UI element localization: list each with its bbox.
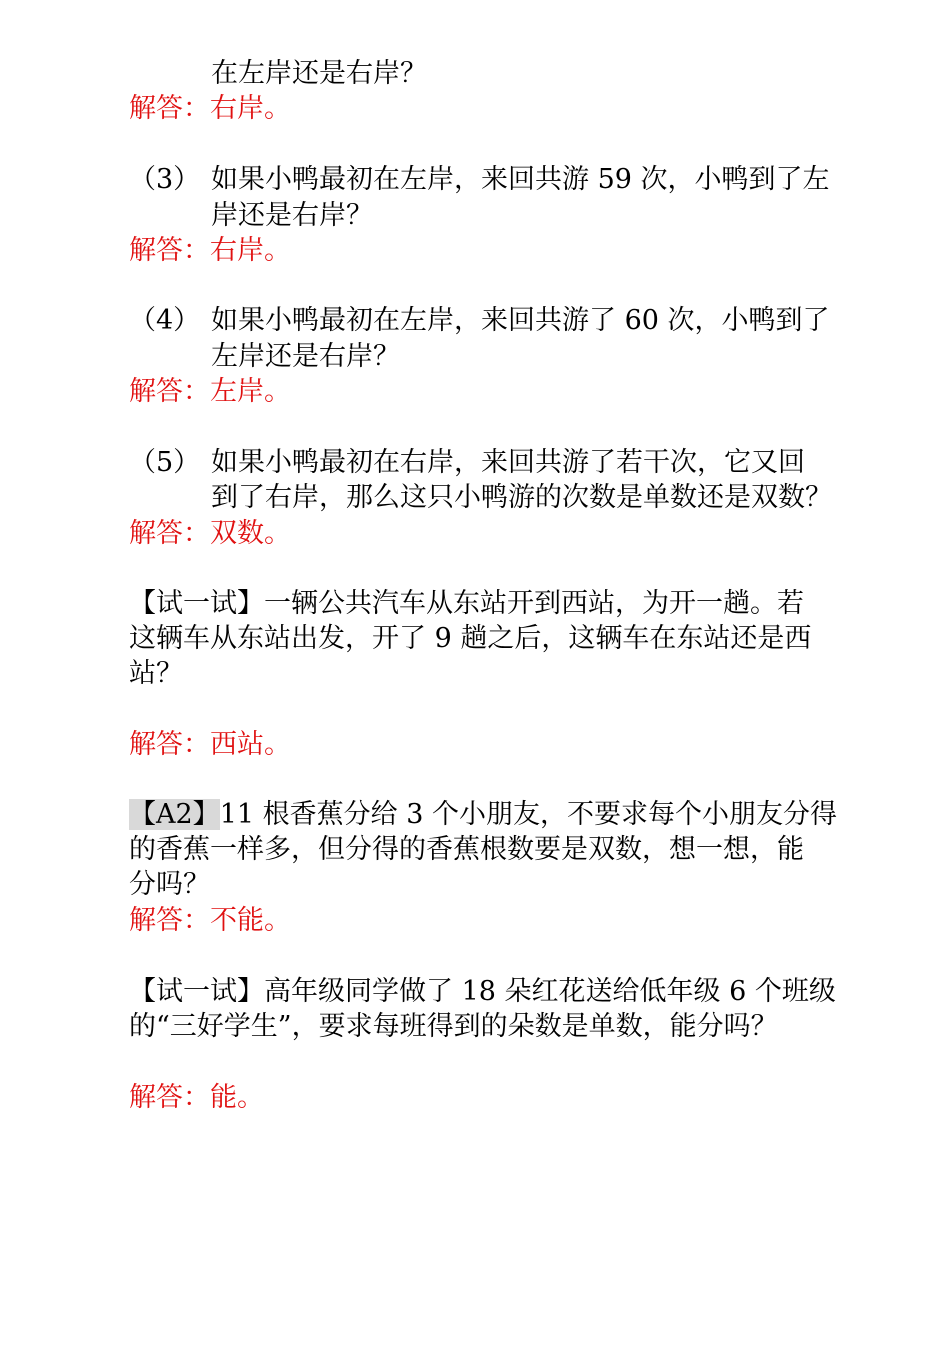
try1-text-line2: 这辆车从东站出发，开了 9 趟之后，这辆车在东站还是西 <box>129 623 812 654</box>
q4-text-line2: 左岸还是右岸？ <box>211 341 400 372</box>
a2-answer: 解答：不能。 <box>129 905 291 936</box>
q2-text-continued: 在左岸还是右岸？ <box>211 58 427 89</box>
q5-text-line1: 如果小鸭最初在右岸，来回共游了若干次，它又回 <box>211 447 805 478</box>
a2-tag: 【A2】 <box>129 799 220 830</box>
try1-text-line1: 【试一试】一辆公共汽车从东站开到西站，为开一趟。若 <box>129 588 804 619</box>
q3-answer: 解答：右岸。 <box>129 235 291 266</box>
try2-text-line2: 的“三好学生”，要求每班得到的朵数是单数，能分吗？ <box>129 1011 778 1042</box>
q4-number: （4） <box>129 305 201 336</box>
try2-answer: 解答：能。 <box>129 1082 264 1113</box>
q4-answer: 解答：左岸。 <box>129 376 291 407</box>
q5-answer: 解答：双数。 <box>129 518 291 549</box>
q5-number: （5） <box>129 447 201 478</box>
try2-text-line1: 【试一试】高年级同学做了 18 朵红花送给低年级 6 个班级 <box>129 976 836 1007</box>
q3-text-line2: 岸还是右岸？ <box>211 200 373 231</box>
try1-answer: 解答：西站。 <box>129 729 291 760</box>
q5-text-line2: 到了右岸，那么这只小鸭游的次数是单数还是双数？ <box>211 482 832 513</box>
a2-text-line3: 分吗？ <box>129 869 210 900</box>
q4-text-line1: 如果小鸭最初在左岸，来回共游了 60 次，小鸭到了 <box>211 305 830 336</box>
q3-number: （3） <box>129 164 201 195</box>
a2-text-line1: 11 根香蕉分给 3 个小朋友，不要求每个小朋友分得 <box>219 799 837 830</box>
try1-text-line3: 站？ <box>129 658 183 689</box>
a2-text-line2: 的香蕉一样多，但分得的香蕉根数要是双数，想一想，能 <box>129 834 804 865</box>
q2-answer: 解答：右岸。 <box>129 93 291 124</box>
q3-text-line1: 如果小鸭最初在左岸，来回共游 59 次，小鸭到了左 <box>211 164 830 195</box>
a2-line1-row <box>129 797 837 833</box>
